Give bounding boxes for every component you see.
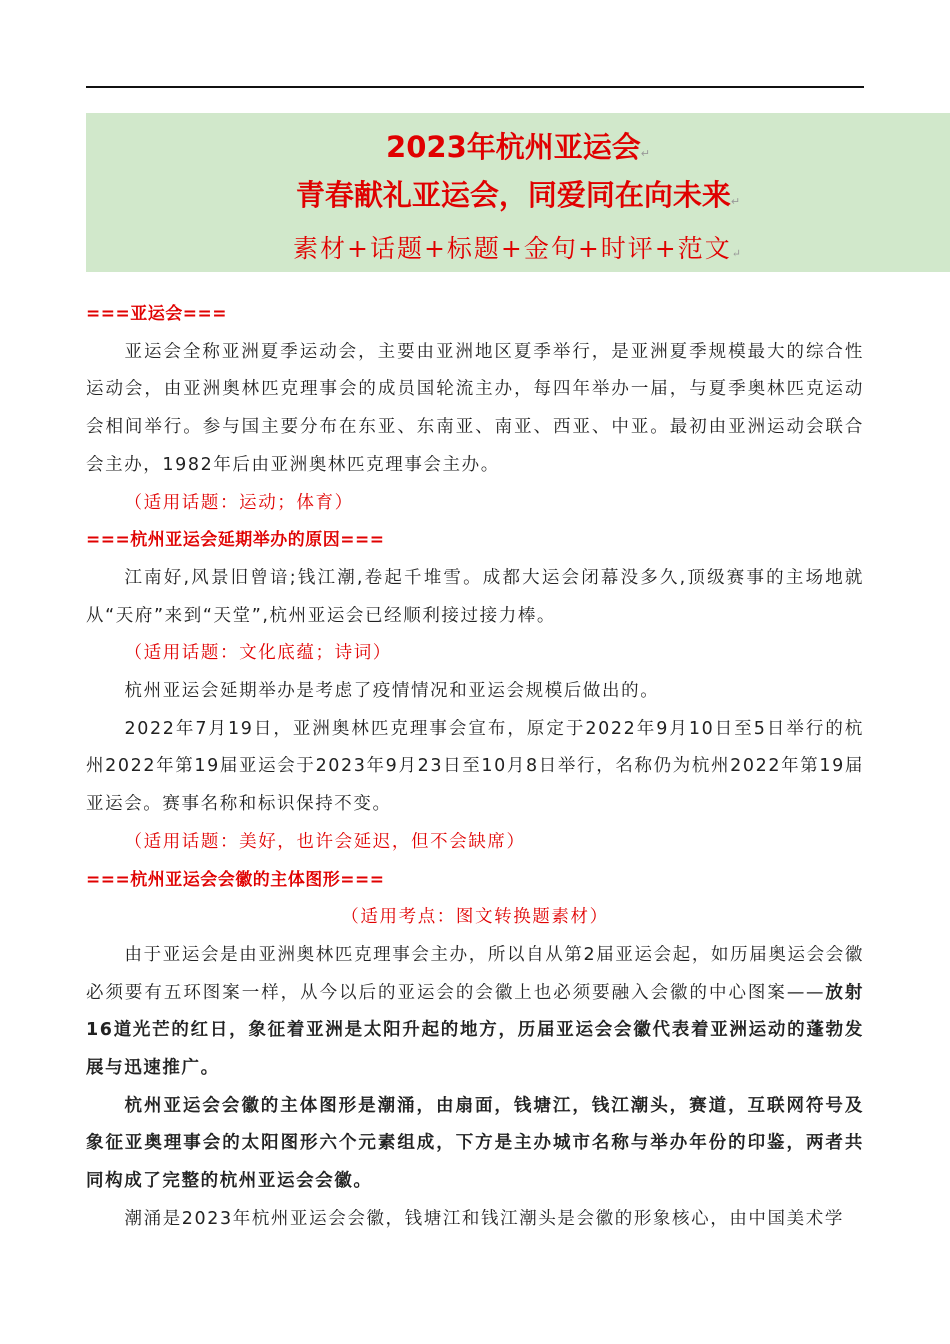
section-heading: ===杭州亚运会会徽的主体图形=== — [86, 869, 385, 890]
banner-tagline: 素材+话题+标题+金句+时评+范文↵ — [293, 234, 743, 263]
banner-title: 2023年杭州亚运会↵ — [386, 130, 650, 164]
section-heading: ===杭州亚运会延期举办的原因=== — [86, 530, 385, 551]
title-banner — [86, 113, 950, 272]
topic-note: （适用话题：美好，也许会延迟，但不会缺席） — [124, 831, 526, 852]
header-rule — [86, 86, 864, 88]
paragraph: 杭州亚运会会徽的主体图形是潮涌，由扇面，钱塘江，钱江潮头，赛道，互联网符号及象征亚奥理事会的太阳图形六个元素组成，下方是主办城市名称与举办年份的印鉴，两者共同构成了完整的杭州亚运会会徽。 — [86, 1095, 864, 1192]
paragraph: 潮涌是2023年杭州亚运会会徽，钱塘江和钱江潮头是会徽的形象核心，由中国美术学 — [124, 1208, 844, 1229]
paragraph: 江南好,风景旧曾谙;钱江潮,卷起千堆雪。成都大运会闭幕没多久,顶级赛事的主场地就从“天府”来到“天堂”,杭州亚运会已经顺利接过接力棒。 — [86, 567, 864, 626]
paragraph-text: 由于亚运会是由亚洲奥林匹克理事会主办，所以自从第2届亚运会起，如历届奥运会会徽必须要有五环图案一样，从今以后的亚运会的会徽上也必须要融入会徽的中心图案—— — [86, 944, 864, 1003]
paragraph-mark-icon: ↵ — [731, 247, 743, 260]
paragraph: 2022年7月19日，亚洲奥林匹克理事会宣布，原定于2022年9月10日至5日举行的杭州2022年第19届亚运会于2023年9月23日至10月8日举行，名称仍为杭州2022年第19届亚运会。赛事名称和标识保持不变。 — [86, 718, 864, 815]
paragraph-bold-text: 放射16道光芒的红日，象征着亚洲是太阳升起的地方，历届亚运会会徽代表着亚洲运动的蓬勃发展与迅速推广。 — [86, 982, 864, 1079]
topic-note: （适用考点：图文转换题素材） — [341, 907, 609, 928]
paragraph-mark-icon: ↵ — [640, 147, 650, 160]
topic-note: （适用话题：运动；体育） — [124, 492, 354, 513]
paragraph: 杭州亚运会延期举办是考虑了疫情情况和亚运会规模后做出的。 — [124, 681, 660, 702]
paragraph-mark-icon: ↵ — [730, 195, 741, 208]
section-heading: ===亚运会=== — [86, 304, 227, 324]
document-body — [86, 296, 864, 1239]
paragraph — [86, 937, 864, 1088]
topic-note: （适用话题：文化底蕴；诗词） — [124, 643, 392, 664]
banner-subtitle: 青春献礼亚运会，同爱同在向未来↵ — [295, 178, 741, 212]
paragraph: 亚运会全称亚洲夏季运动会，主要由亚洲地区夏季举行，是亚洲夏季规模最大的综合性运动会，由亚洲奥林匹克理事会的成员国轮流主办，每四年举办一届，与夏季奥林匹克运动会相间举行。参与国主要分布在东亚、东南亚、南亚、西亚、中亚。最初由亚洲运动会联合会主办，1982年后由亚洲奥林匹克理事会主办。 — [86, 341, 864, 475]
